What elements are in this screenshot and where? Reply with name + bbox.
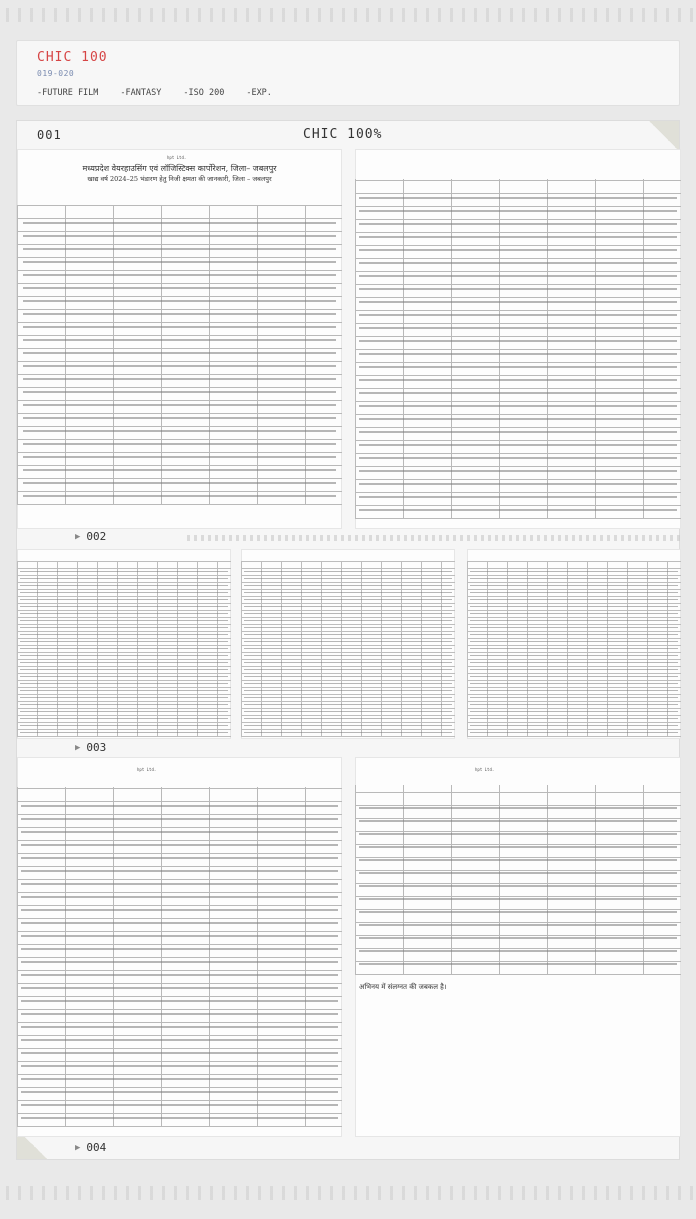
frame-arrow-icon: ▶ — [75, 742, 81, 753]
document-table-text — [23, 221, 336, 501]
document-footnote: अभिनय में संलग्नत की जबकल है। — [359, 983, 447, 991]
film-header-card — [16, 40, 680, 106]
document-title-line2: खाद्य वर्ष 2024–25 भंडारण हेतु निजी क्षमता की जानकारी, जिला – जबलपुर — [87, 174, 272, 183]
film-code: 019-020 — [37, 69, 75, 78]
tag-iso: -ISO 200 — [183, 88, 225, 98]
film-sprocket-bottom — [0, 1186, 696, 1200]
film-tags — [37, 88, 272, 98]
document-title-line1: मध्यप्रदेश वेयरहाउसिंग एवं लॉजिस्टिक्स कार्पोरेशन, जिला– जबलपुर — [82, 164, 277, 174]
frame-arrow-icon: ▶ — [75, 1142, 81, 1153]
photo-document-4[interactable] — [241, 549, 455, 739]
tag-future-film: -FUTURE FILM — [37, 88, 99, 98]
film-sprocket-top — [0, 8, 696, 22]
corner-fold-top-right — [649, 121, 679, 151]
photo-document-1[interactable]: hpt Ltd. मध्यप्रदेश वेयरहाउसिंग एवं लॉजिस्टिक्स कार्पोरेशन, जिला– जबलपुर खाद्य वर्ष 2024–25 भंडारण हेतु निजी क्षमता की जानकारी, जिला – जबलपुर — [17, 149, 342, 529]
frame-label-002: ▶ 002 — [75, 530, 107, 543]
document-title — [43, 164, 316, 184]
frame-arrow-icon: ▶ — [75, 531, 81, 542]
film-brand: CHIC 100 — [37, 50, 108, 65]
photo-document-3[interactable] — [17, 549, 231, 739]
tag-fantasy: -FANTASY — [120, 88, 162, 98]
photo-document-7[interactable]: hpt Ltd. अभिनय में संलग्नत की जबकल है। — [355, 757, 681, 1137]
contact-sheet — [16, 120, 680, 1160]
frame-label-004: ▶ 004 — [75, 1141, 107, 1154]
frame-number-first: 001 — [37, 128, 62, 142]
document-table-text — [359, 193, 677, 515]
tag-exposure: -EXP. — [246, 88, 272, 98]
frame-label-003: ▶ 003 — [75, 741, 107, 754]
photo-document-2[interactable] — [355, 149, 681, 529]
sprocket-row — [187, 535, 681, 541]
photo-document-5[interactable] — [467, 549, 681, 739]
photo-document-6[interactable]: hpt Ltd. — [17, 757, 342, 1137]
sheet-title: CHIC 100% — [303, 127, 383, 142]
